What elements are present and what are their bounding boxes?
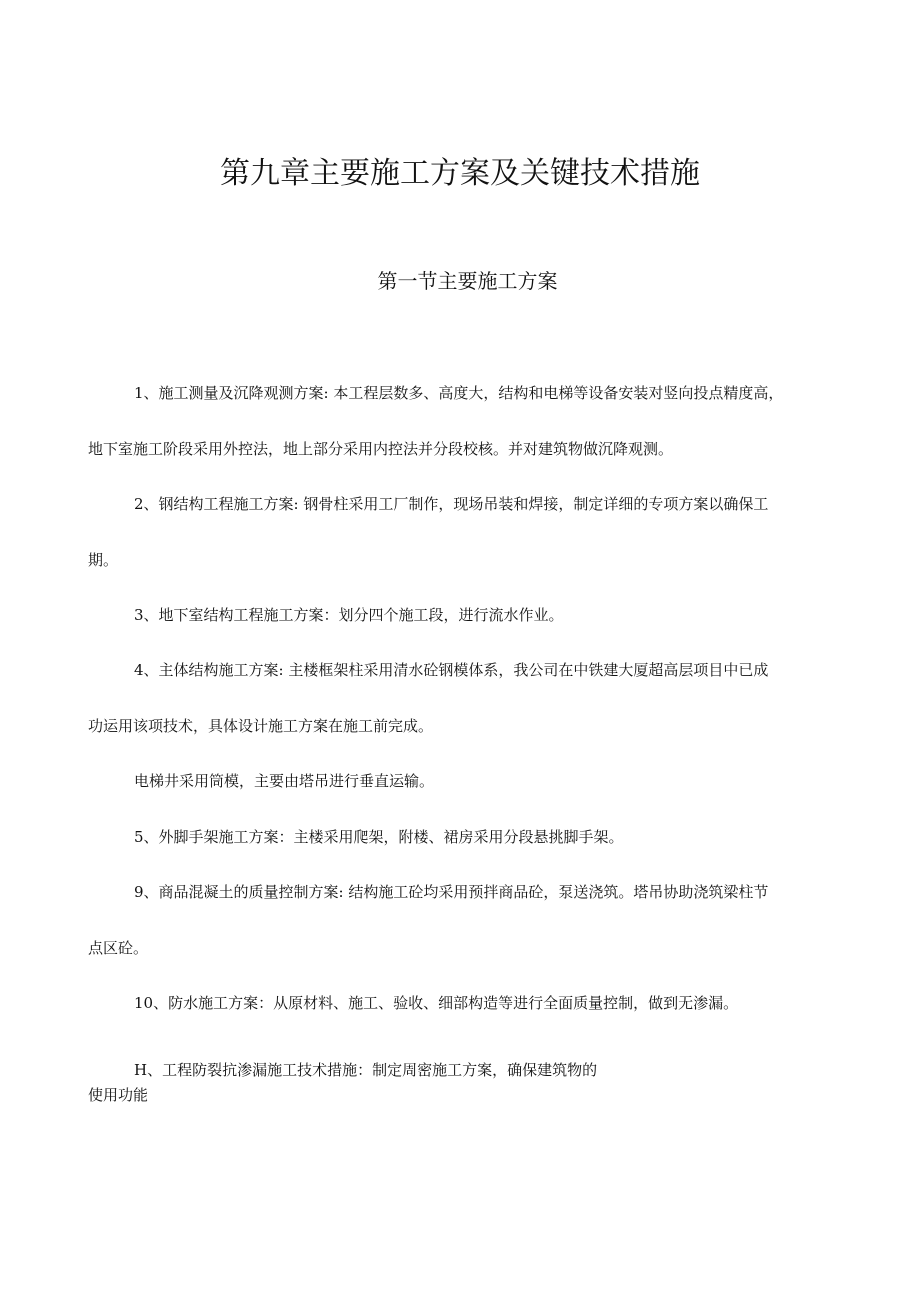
paragraph-2-line-2: 期。: [88, 551, 119, 569]
paragraph-1-line-1: 1、施工测量及沉降观测方案: 本工程层数多、高度大，结构和电梯等设备安装对竖向投点精度高，: [134, 384, 784, 402]
paragraph-3: [88, 604, 852, 634]
paragraph-9: [88, 881, 852, 961]
paragraph-1: [88, 382, 852, 462]
paragraph-11-line-2: 使用功能: [88, 1086, 149, 1104]
chapter-title: 第九章主要施工方案及关键技术措施: [220, 156, 700, 191]
paragraph-10: [88, 992, 852, 1022]
paragraph-9-line-1: 9、商品混凝土的质量控制方案: 结构施工砼均采用预拌商品砼，泵送浇筑。塔吊协助浇筑梁柱节: [134, 883, 769, 901]
paragraph-4-line-1: 4、主体结构施工方案: 主楼框架柱采用清水砼钢模体系，我公司在中铁建大厦超高层项目中已成: [134, 661, 769, 679]
section-title: 第一节主要施工方案: [377, 269, 558, 293]
paragraph-5: [88, 826, 852, 856]
paragraph-4b: [88, 770, 852, 800]
paragraph-4b-line-1: 电梯井采用筒模，主要由塔吊进行垂直运输。: [134, 772, 435, 790]
paragraph-11: [88, 1059, 852, 1109]
paragraph-1-line-2: 地下室施工阶段采用外控法，地上部分采用内控法并分段校核。并对建筑物做沉降观测。: [88, 440, 674, 458]
paragraph-3-line-1: 3、地下室结构工程施工方案：划分四个施工段，进行流水作业。: [134, 606, 564, 624]
paragraph-4: [88, 659, 852, 739]
paragraph-11-line-1: H、工程防裂抗渗漏施工技术措施：制定周密施工方案，确保建筑物的: [134, 1061, 598, 1079]
paragraph-2: [88, 493, 852, 573]
paragraph-10-line-1: 10、防水施工方案：从原材料、施工、验收、细部构造等进行全面质量控制，做到无渗漏。: [134, 994, 739, 1012]
paragraph-2-line-1: 2、钢结构工程施工方案: 钢骨柱采用工厂制作，现场吊装和焊接，制定详细的专项方案以确保工: [134, 495, 769, 513]
paragraph-5-line-1: 5、外脚手架施工方案：主楼采用爬架，附楼、裙房采用分段悬挑脚手架。: [134, 828, 624, 846]
paragraph-9-line-2: 点区砼。: [88, 939, 149, 957]
paragraph-4-line-2: 功运用该项技术，具体设计施工方案在施工前完成。: [88, 717, 434, 735]
